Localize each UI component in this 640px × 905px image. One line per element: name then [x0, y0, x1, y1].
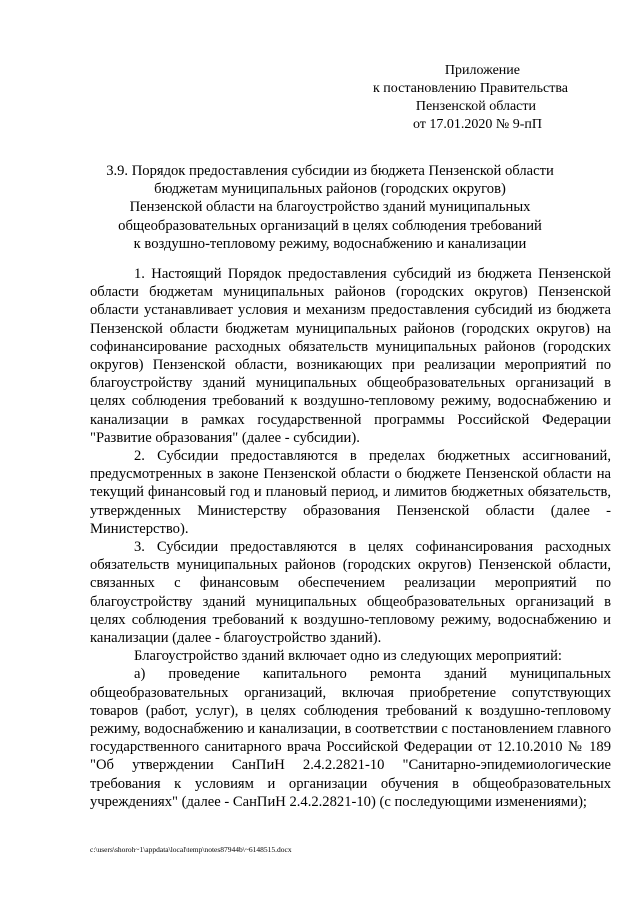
paragraph-3: 3. Субсидии предоставляются в целях софинансирования расходных обязательств муниципальных районов (городских округов) Пензенской области, связанных с финансовым обеспечением реализации мероприятий по благоустройству зданий муниципальных общеобразовательных организаций в целях соблюдения требований к воздушно-тепловому режиму, водоснабжению и канализации (далее - благоустройство зданий).: [90, 539, 611, 647]
heading-line: бюджетам муниципальных районов (городских округов): [154, 181, 506, 198]
paragraph-item-a: а) проведение капитального ремонта зданий муниципальных общеобразовательных организаций, включая приобретение сопутствующих товаров (работ, услуг), в целях соблюдения требований к воздушно-тепловому режиму, водоснабжению и канализации, в соответствии с постановлением главного государственного санитарного врача Российской Федерации от 12.10.2010 № 189 "Об утверждении СанПиН 2.4.2.2821-10 "Санитарно-эпидемиологические требования к условиям и организации обучения в общеобразовательных учреждениях" (далее - СанПиН 2.4.2.2821-10) (с последующими изменениями);: [90, 666, 611, 810]
appendix-block: [308, 62, 568, 134]
heading-line: 3.9. Порядок предоставления субсидии из бюджета Пензенской области: [106, 163, 554, 179]
appendix-region-line: Пензенской области: [415, 99, 536, 114]
paragraph-2: 2. Субсидии предоставляются в пределах бюджетных ассигнований, предусмотренных в законе Пензенской области о бюджете Пензенской области на текущий финансовый год и плановый период, и лимитов бюджетных обязательств, утвержденных Министерству образования Пензенской области (далее - Министерство).: [90, 448, 611, 537]
appendix-date-number: от 17.01.2020 № 9-пП: [412, 117, 542, 132]
document-heading: [92, 162, 568, 253]
footer-file-path: c:\users\shoroh~1\appdata\local\temp\notes87944b\~6148515.docx: [90, 845, 292, 854]
appendix-title: Приложение: [444, 63, 520, 78]
document-body: [90, 265, 611, 811]
appendix-resolution-line: к постановлению Правительства: [372, 81, 568, 96]
paragraph-measures-intro: Благоустройство зданий включает одно из следующих мероприятий:: [134, 648, 562, 665]
heading-line: к воздушно-тепловому режиму, водоснабжению и канализации: [133, 235, 527, 252]
heading-line: Пензенской области на благоустройство зданий муниципальных: [129, 199, 531, 216]
heading-line: общеобразовательных организаций в целях соблюдения требований: [118, 217, 542, 234]
paragraph-1: 1. Настоящий Порядок предоставления субсидий из бюджета Пензенской области бюджетам муниципальных районов (городских округов) Пензенской области устанавливает условия и механизм предоставления субсидий из бюджета Пензенской области бюджетам муниципальных районов (городских округов) на софинансирование расходных обязательств муниципальных районов (городских округов) Пензенской области, возникающих при реализации мероприятий по благоустройству зданий муниципальных общеобразовательных организаций в целях соблюдения требований к воздушно-тепловому режиму, водоснабжению и канализации в рамках государственной программы Российской Федерации "Развитие образования" (далее - субсидии).: [90, 266, 611, 446]
